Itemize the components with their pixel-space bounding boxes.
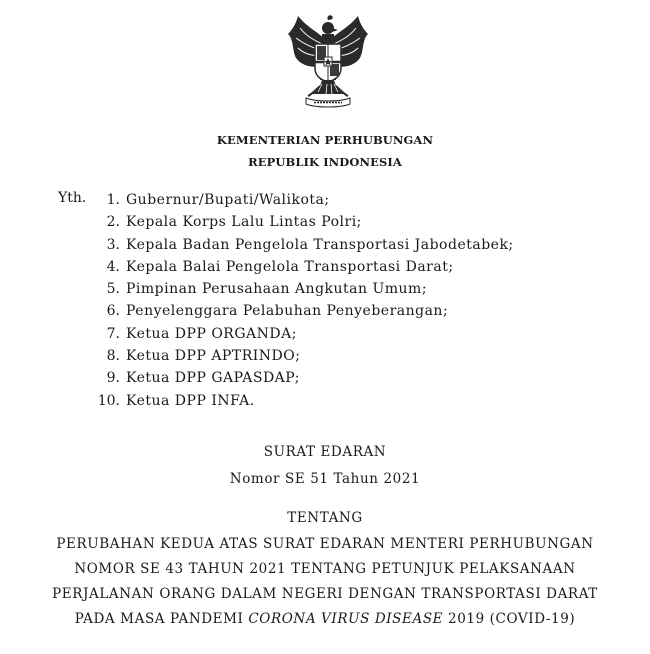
recipient-item: [96, 345, 514, 367]
subject-line-1: PERUBAHAN KEDUA ATAS SURAT EDARAN MENTERI PERHUBUNGAN: [56, 536, 594, 552]
subject-line-4: [0, 611, 650, 627]
garuda-pancasila-icon: [282, 10, 374, 110]
recipient-number: 8.: [106, 348, 120, 365]
garuda-emblem: [282, 10, 374, 110]
recipient-item: [96, 256, 514, 278]
recipient-item: [96, 367, 514, 389]
recipient-number: 1.: [106, 192, 120, 208]
recipient-text: Pimpinan Perusahaan Angkutan Umum;: [126, 281, 428, 298]
recipient-number: 3.: [106, 236, 120, 253]
recipient-item: [96, 390, 514, 412]
recipient-item: [96, 300, 514, 322]
recipient-text: Penyelenggara Pelabuhan Penyeberangan;: [126, 303, 449, 320]
recipient-text: Kepala Balai Pengelola Transportasi Darat;: [126, 258, 454, 275]
recipient-text: Ketua DPP INFA.: [126, 392, 255, 409]
recipient-number: 5.: [106, 281, 120, 298]
about-label: TENTANG: [287, 510, 363, 526]
subject-line-4-prefix: PADA MASA PANDEMI: [74, 611, 249, 627]
subject-line-4-suffix: 2019 (COVID-19): [443, 611, 576, 627]
subject-line-3: PERJALANAN ORANG DALAM NEGERI DENGAN TRANSPORTASI DARAT: [52, 586, 598, 602]
recipient-number: 2.: [106, 214, 120, 231]
recipient-item: [96, 189, 514, 211]
recipient-item: [96, 234, 514, 256]
letter-title: SURAT EDARAN: [263, 444, 387, 460]
ministry-name: KEMENTERIAN PERHUBUNGAN: [216, 133, 434, 147]
recipient-text: Ketua DPP APTRINDO;: [126, 348, 301, 365]
recipient-text: Kepala Badan Pengelola Transportasi Jabodetabek;: [126, 236, 514, 253]
recipient-item: [96, 278, 514, 300]
recipient-list: [96, 189, 514, 412]
recipient-number: 10.: [97, 392, 120, 409]
recipient-text: Kepala Korps Lalu Lintas Polri;: [126, 214, 362, 231]
subject-line-4-italic: CORONA VIRUS DISEASE: [248, 611, 444, 627]
salutation: Yth.: [58, 190, 87, 206]
ministry-country: REPUBLIK INDONESIA: [248, 155, 402, 169]
recipient-item: [96, 323, 514, 345]
subject-line-2: NOMOR SE 43 TAHUN 2021 TENTANG PETUNJUK PELAKSANAAN: [74, 561, 576, 577]
recipient-text: Ketua DPP GAPASDAP;: [126, 370, 300, 387]
recipient-number: 4.: [106, 258, 120, 275]
recipient-text: Ketua DPP ORGANDA;: [126, 325, 297, 342]
letter-number: Nomor SE 51 Tahun 2021: [229, 471, 421, 487]
recipient-text: Gubernur/Bupati/Walikota;: [126, 192, 330, 208]
recipient-number: 9.: [106, 370, 120, 387]
recipient-item: [96, 211, 514, 233]
recipient-number: 7.: [106, 325, 120, 342]
recipient-number: 6.: [106, 303, 120, 320]
